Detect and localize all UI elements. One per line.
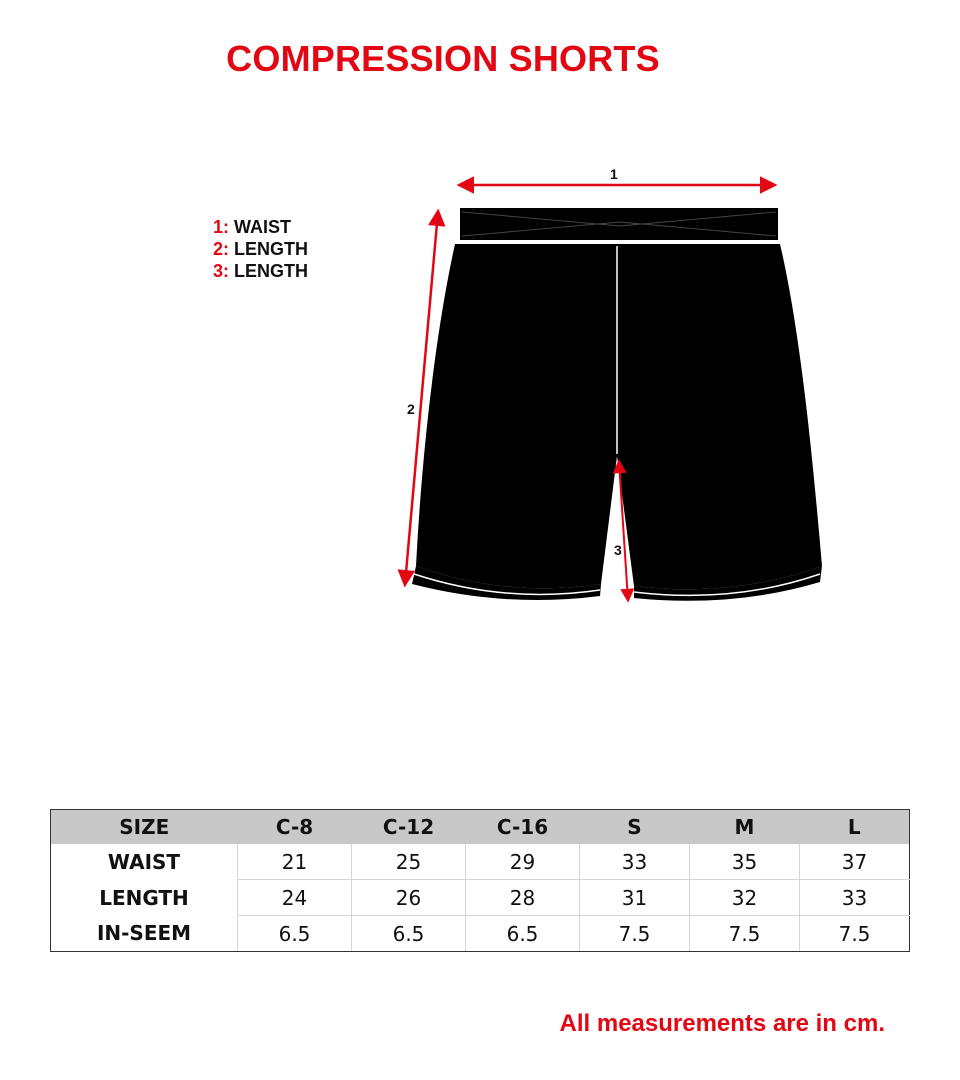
table-cell: 7.5: [580, 916, 690, 952]
row-label-length: LENGTH: [51, 880, 238, 916]
table-cell: 31: [580, 880, 690, 916]
table-header-cell: C-12: [352, 810, 466, 845]
table-row: [51, 916, 910, 952]
table-header-cell: S: [580, 810, 690, 845]
legend-item-waist: 1: WAIST: [213, 217, 292, 237]
row-label-waist: WAIST: [51, 844, 238, 880]
legend-item-length: 2: LENGTH: [213, 239, 309, 259]
page-title: COMPRESSION SHORTS: [226, 38, 660, 79]
inseam-dim-label: 3: [614, 542, 622, 558]
table-cell: 7.5: [800, 916, 910, 952]
table-cell: 33: [800, 880, 910, 916]
table-cell: 21: [238, 844, 352, 880]
table-header-cell: C-16: [466, 810, 580, 845]
table-row: [51, 844, 910, 880]
table-cell: 29: [466, 844, 580, 880]
table-header-cell: C-8: [238, 810, 352, 845]
table-cell: 32: [690, 880, 800, 916]
table-cell: 37: [800, 844, 910, 880]
table-cell: 33: [580, 844, 690, 880]
shorts-waistband: [460, 208, 778, 240]
table-header-cell: L: [800, 810, 910, 845]
table-cell: 35: [690, 844, 800, 880]
waist-dim-label: 1: [610, 166, 618, 182]
table-cell: 6.5: [238, 916, 352, 952]
table-header-row: [51, 810, 910, 845]
table-cell: 6.5: [466, 916, 580, 952]
length-dim-label: 2: [407, 401, 415, 417]
size-chart-table: [50, 809, 910, 952]
shorts-body: [416, 244, 822, 589]
table-cell: 28: [466, 880, 580, 916]
table-cell: 26: [352, 880, 466, 916]
table-row: [51, 880, 910, 916]
table-header-cell: M: [690, 810, 800, 845]
row-label-inseam: IN-SEEM: [51, 916, 238, 952]
table-cell: 7.5: [690, 916, 800, 952]
table-cell: 6.5: [352, 916, 466, 952]
table-cell: 24: [238, 880, 352, 916]
table-cell: 25: [352, 844, 466, 880]
legend-item-inseam: 3: LENGTH: [213, 261, 309, 281]
table-header-cell: SIZE: [51, 810, 238, 845]
units-footnote: All measurements are in cm.: [559, 1010, 885, 1037]
